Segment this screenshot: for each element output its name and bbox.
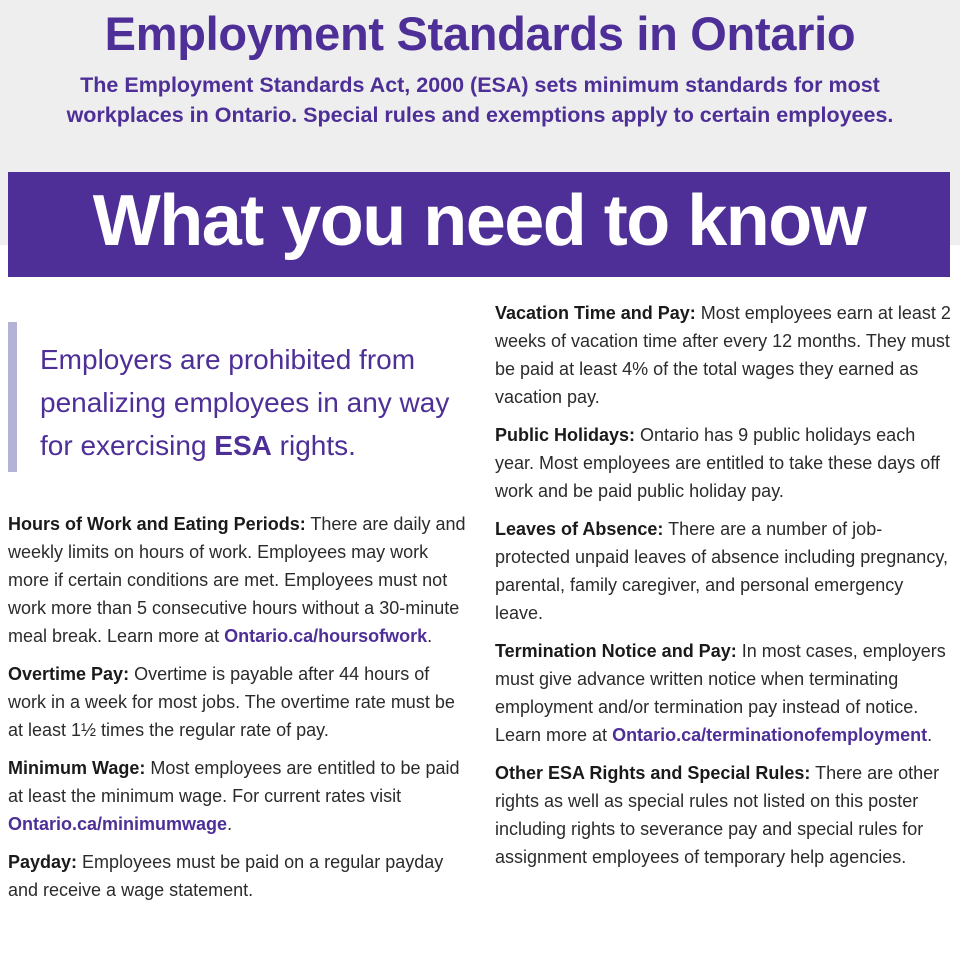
section-public-holidays	[495, 421, 953, 505]
banner-heading: What you need to know	[92, 181, 866, 261]
callout-text-post: rights.	[271, 430, 356, 461]
section-body: There are other rights as well as special rules not listed on this poster including rights to severance pay and special rules for assignment employees of temporary help agencies.	[495, 763, 940, 867]
section-heading: Vacation Time and Pay:	[495, 303, 696, 323]
minimum-wage-link[interactable]: Ontario.ca/minimumwage	[8, 814, 228, 834]
section-body: Overtime is payable after 44 hours of work in a week for most jobs. The overtime rate must be at least 1½ times the regular rate of pay.	[8, 664, 455, 740]
section-termination	[495, 637, 953, 749]
banner	[8, 172, 950, 277]
section-leaves	[495, 515, 953, 627]
section-heading: Other ESA Rights and Special Rules:	[495, 763, 811, 783]
section-body: Ontario has 9 public holidays each year. Most employees are entitled to take these days off work and be paid public holiday pay.	[495, 425, 940, 501]
section-payday	[8, 848, 470, 904]
callout-accent-bar	[8, 322, 17, 472]
hours-of-work-link[interactable]: Ontario.ca/hoursofwork	[224, 626, 428, 646]
section-other-rights	[495, 759, 953, 871]
section-heading: Overtime Pay:	[8, 664, 130, 684]
section-body: There are daily and weekly limits on hours of work. Employees may work more if certain conditions are met. Employees must not work more than 5 consecutive hours without a 30-minute meal break. Learn more at	[8, 514, 466, 646]
section-body: Employees must be paid on a regular payday and receive a wage statement.	[8, 852, 444, 900]
section-heading: Termination Notice and Pay:	[495, 641, 737, 661]
section-hours-of-work	[8, 510, 470, 650]
section-punctuation: .	[427, 626, 433, 646]
page-title: Employment Standards in Ontario	[104, 7, 856, 60]
subtitle-line: The Employment Standards Act, 2000 (ESA) sets minimum standards for most	[80, 73, 880, 97]
page-subtitle	[0, 70, 960, 130]
section-heading: Hours of Work and Eating Periods:	[8, 514, 306, 534]
section-punctuation: .	[227, 814, 233, 834]
section-heading: Minimum Wage:	[8, 758, 146, 778]
section-body: Most employees are entitled to be paid at least the minimum wage. For current rates visit	[8, 758, 460, 806]
right-column	[495, 299, 953, 881]
callout-text-pre: Employers are prohibited from penalizing employees in any way for exercising	[40, 344, 450, 461]
section-minimum-wage	[8, 754, 470, 838]
callout-emphasis: ESA	[214, 430, 272, 461]
section-body: There are a number of job-protected unpaid leaves of absence including pregnancy, parental, family caregiver, and personal emergency leave.	[495, 519, 948, 623]
section-heading: Public Holidays:	[495, 425, 636, 445]
callout-quote	[8, 322, 468, 472]
section-body: Most employees earn at least 2 weeks of vacation time after every 12 months. They must be paid at least 4% of the total wages they earned as vacation pay.	[495, 303, 951, 407]
termination-link[interactable]: Ontario.ca/terminationofemployment	[612, 725, 928, 745]
left-column	[8, 510, 470, 914]
section-overtime-pay	[8, 660, 470, 744]
section-vacation	[495, 299, 953, 411]
section-body: In most cases, employers must give advance written notice when terminating employment and/or termination pay instead of notice. Learn more at	[495, 641, 946, 745]
section-heading: Leaves of Absence:	[495, 519, 664, 539]
callout-text	[40, 338, 470, 467]
section-punctuation: .	[927, 725, 933, 745]
subtitle-line: workplaces in Ontario. Special rules and exemptions apply to certain employees.	[66, 103, 894, 127]
section-heading: Payday:	[8, 852, 78, 872]
